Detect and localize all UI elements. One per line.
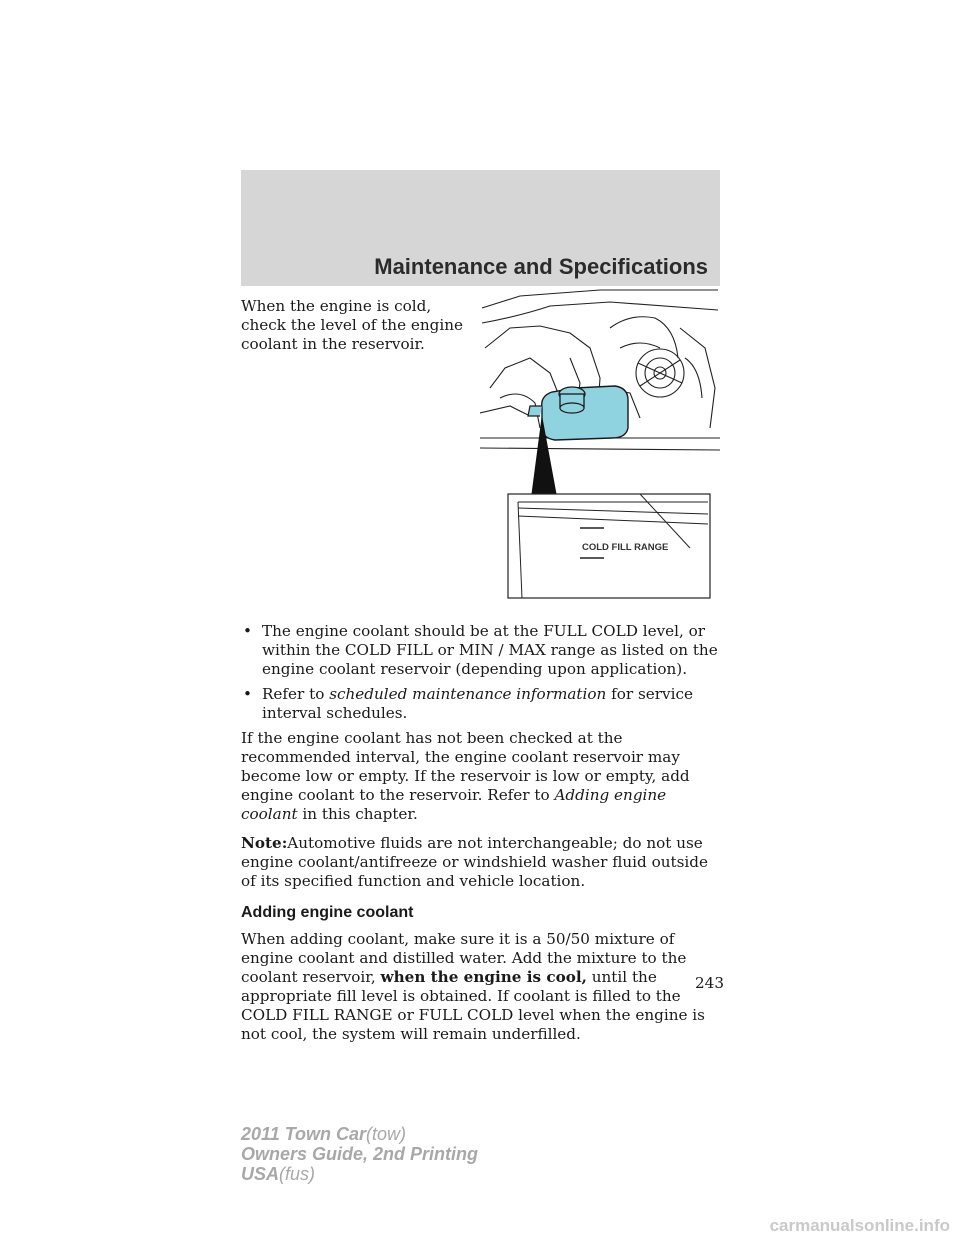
paragraph-text: until the appropriate fill level is obtained. If coolant is filled to the COLD FILL RANGE or FULL COLD level when the engine is not cool, the system will remain underfilled. (241, 968, 705, 1043)
note-label: Note: (241, 834, 288, 852)
fill-range-inset (508, 494, 710, 598)
bullet-text: The engine coolant should be at the FULL COLD level, or within the COLD FILL or MIN / MAX range as listed on the engine coolant reservoir (depending upon application). (262, 622, 718, 678)
watermark: carmanualsonline.info (769, 1216, 950, 1235)
bullet-text: for service interval schedules. (262, 685, 693, 722)
section-header-band (241, 170, 720, 286)
paragraph-text: When adding coolant, make sure it is a 50/50 mixture of engine coolant and distilled water. Add the mixture to the coolant reservoir, (241, 930, 687, 986)
alternator-icon (636, 349, 684, 397)
footer-code: (fus) (279, 1164, 316, 1184)
paragraph (241, 930, 721, 1044)
note-text: Automotive fluids are not interchangeable; do not use engine coolant/antifreeze or windshield washer fluid outside of its specified function and vehicle location. (241, 834, 708, 890)
footer-guide: Owners Guide, 2nd Printing (241, 1144, 479, 1164)
subheading: Adding engine coolant (241, 904, 414, 921)
bullet-reference: scheduled maintenance information (329, 685, 607, 703)
note-paragraph (241, 834, 721, 891)
bullet-text: Refer to (262, 685, 330, 703)
section-title: Maintenance and Specifications (374, 254, 708, 279)
print-footer (241, 1124, 478, 1184)
coolant-reservoir-illustration (480, 288, 720, 604)
paragraph (241, 729, 721, 824)
inset-label: COLD FILL RANGE (582, 542, 669, 553)
emphasis-text: when the engine is cool, (380, 968, 587, 986)
chapter-reference: Adding engine coolant (241, 786, 667, 823)
bullet-dot: • (243, 685, 252, 703)
footer-code: (tow) (366, 1124, 407, 1144)
paragraph-text: If the engine coolant has not been checked at the recommended interval, the engine coolant reservoir may become low or empty. If the reservoir is low or empty, add engine coolant to the reservoir. Refer to (241, 729, 690, 804)
main-content (241, 622, 721, 1054)
bullet-item (241, 622, 721, 679)
footer-market: USA (241, 1164, 280, 1184)
footer-model: 2011 Town Car (241, 1124, 367, 1144)
paragraph-text: in this chapter. (297, 805, 418, 823)
intro-paragraph: When the engine is cold, check the level of the engine coolant in the reservoir. (241, 297, 464, 353)
page-number: 243 (695, 974, 724, 992)
bullet-item (241, 685, 721, 723)
bullet-dot: • (243, 622, 252, 640)
